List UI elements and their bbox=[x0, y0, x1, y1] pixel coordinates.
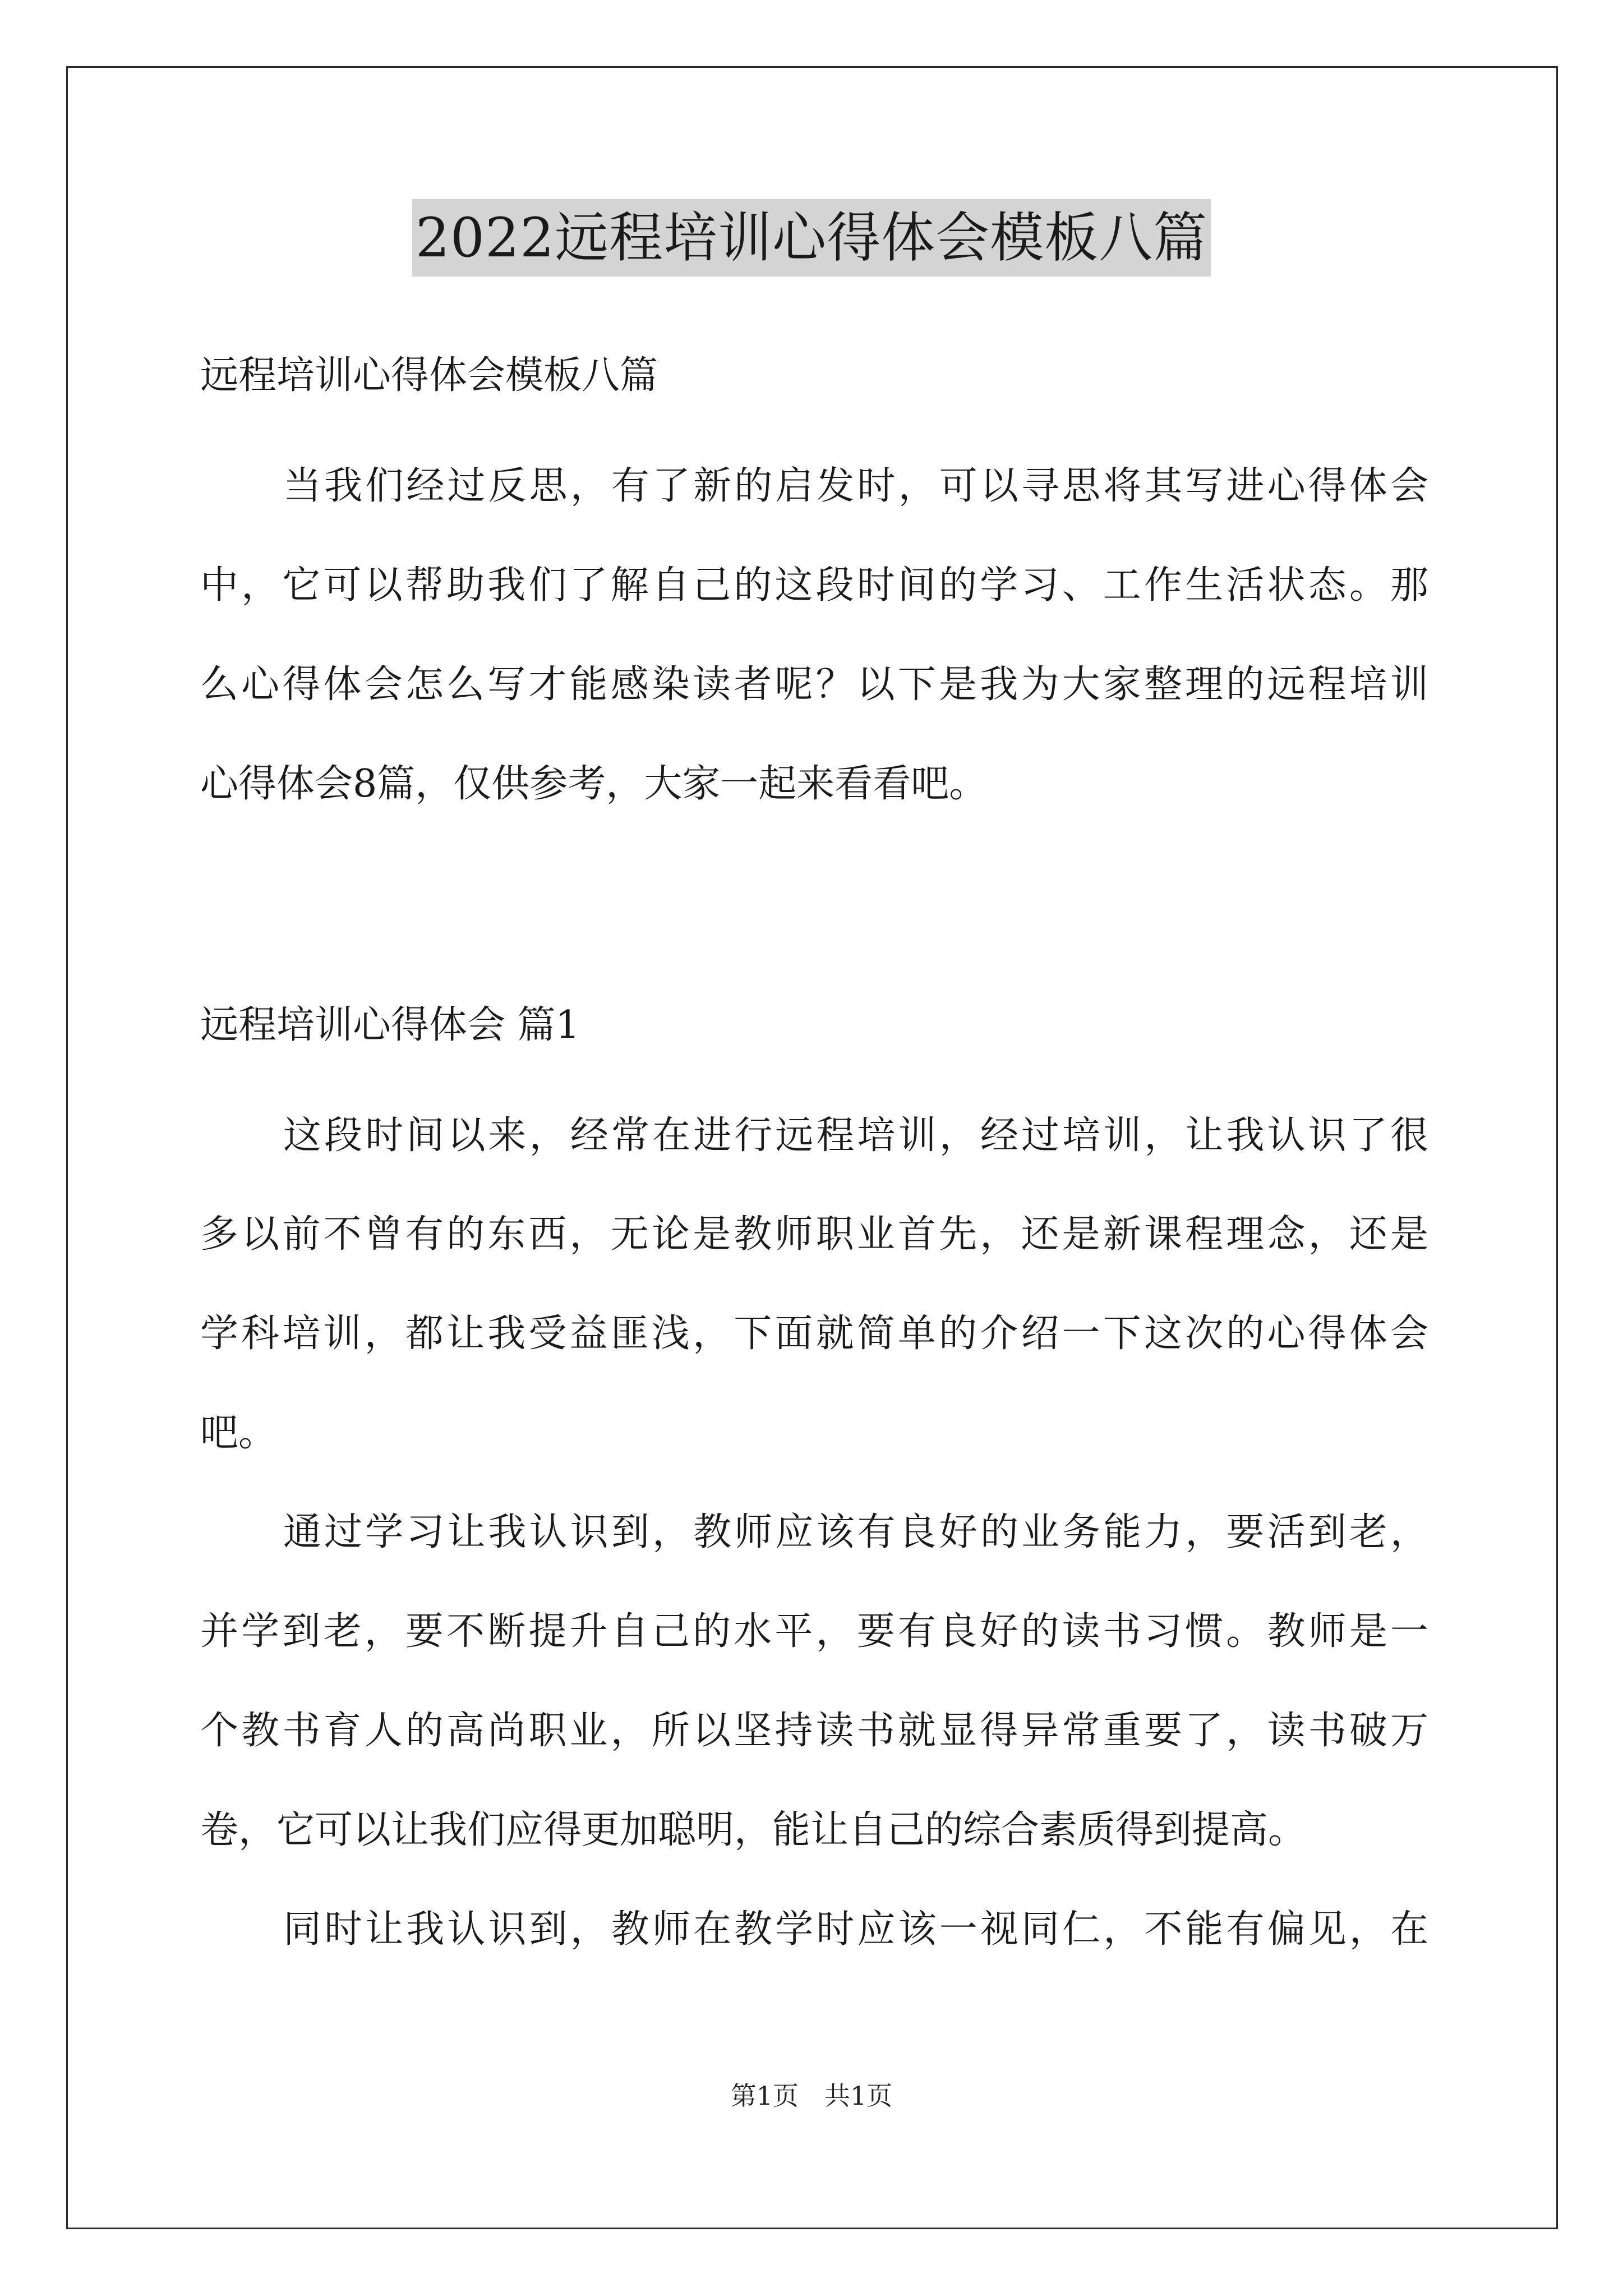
intro-line-3: 么心得体会怎么写才能感染读者呢？以下是我为大家整理的远程培训 bbox=[200, 662, 1428, 707]
body-line-8: 卷，它可以让我们应得更加聪明，能让自己的综合素质得到提高。 bbox=[200, 1808, 1307, 1852]
body-line-1: 这段时间以来，经常在进行远程培训，经过培训，让我认识了很 bbox=[283, 1114, 1428, 1158]
body-line-7: 个教书育人的高尚职业，所以坚持读书就显得异常重要了，读书破万 bbox=[200, 1709, 1428, 1753]
body-line-5: 通过学习让我认识到，教师应该有良好的业务能力，要活到老， bbox=[283, 1510, 1428, 1554]
body-line-2: 多以前不曾有的东西，无论是教师职业首先，还是新课程理念，还是 bbox=[200, 1212, 1428, 1257]
body-line-4: 吧。 bbox=[200, 1411, 277, 1455]
intro-line-2: 中，它可以帮助我们了解自己的这段时间的学习、工作生活状态。那 bbox=[200, 563, 1428, 608]
section-heading: 远程培训心得体会 篇1 bbox=[200, 1003, 580, 1047]
intro-line-1: 当我们经过反思，有了新的启发时，可以寻思将其写进心得体会 bbox=[283, 464, 1428, 508]
intro-line-4: 心得体会8篇，仅供参考，大家一起来看看吧。 bbox=[200, 762, 988, 806]
body-line-9: 同时让我认识到，教师在教学时应该一视同仁，不能有偏见，在 bbox=[283, 1907, 1428, 1952]
document-title: 2022远程培训心得体会模板八篇 bbox=[412, 199, 1211, 277]
body-line-3: 学科培训，都让我受益匪浅，下面就简单的介绍一下这次的心得体会 bbox=[200, 1312, 1428, 1356]
body-line-6: 并学到老，要不断提升自己的水平，要有良好的读书习惯。教师是一 bbox=[200, 1609, 1428, 1654]
document-subtitle: 远程培训心得体会模板八篇 bbox=[200, 353, 658, 398]
page-footer: 第1页 共1页 bbox=[730, 2081, 893, 2111]
title-container bbox=[0, 199, 1623, 277]
